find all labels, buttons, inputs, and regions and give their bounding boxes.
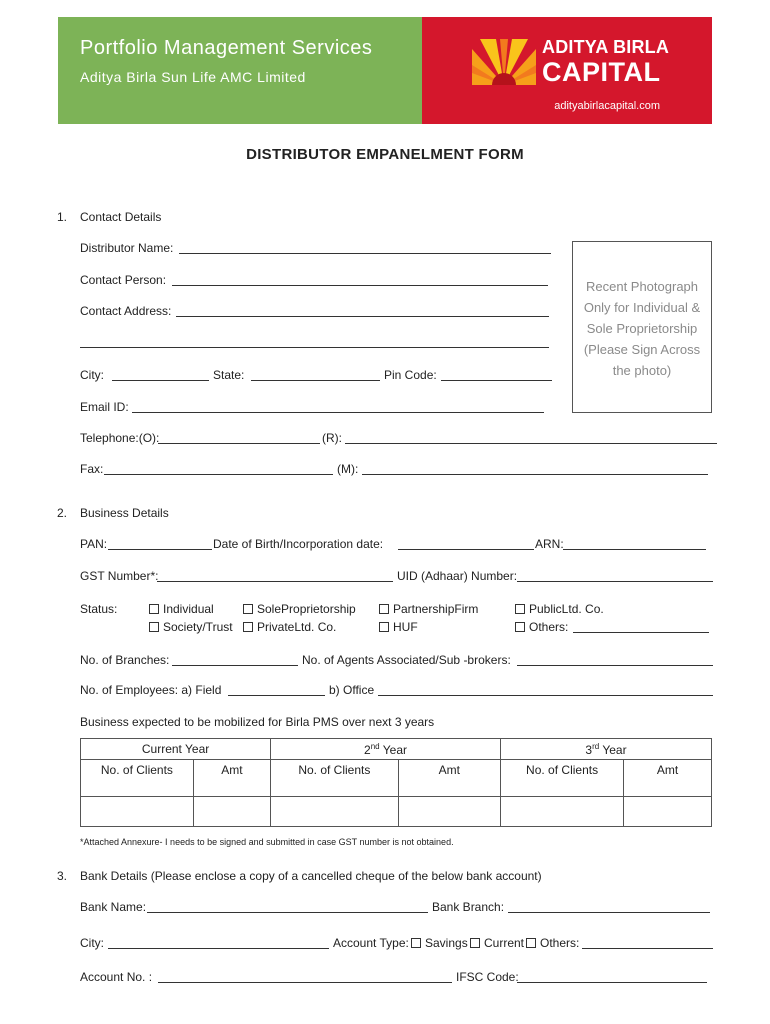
- employees-field-input[interactable]: [228, 695, 325, 696]
- status-society-checkbox[interactable]: Society/Trust: [149, 620, 233, 634]
- third-year-amt-cell[interactable]: [624, 797, 712, 827]
- business-projection-table: [80, 738, 712, 827]
- account-savings-checkbox[interactable]: Savings: [411, 936, 468, 950]
- brand-name-line2: CAPITAL: [542, 57, 661, 87]
- account-no-field[interactable]: [158, 982, 452, 983]
- photo-instructions: Recent Photograph Only for Individual & Sole Proprietorship (Please Sign Across the photo): [583, 279, 701, 378]
- third-year-header: 3rd Year: [500, 739, 711, 760]
- status-partnership-checkbox[interactable]: PartnershipFirm: [379, 602, 478, 616]
- agents-field[interactable]: [517, 665, 713, 666]
- checkbox-icon: [243, 622, 253, 632]
- current-year-header: Current Year: [81, 739, 271, 760]
- status-private-ltd-checkbox[interactable]: PrivateLtd. Co.: [243, 620, 336, 634]
- pan-field[interactable]: [108, 549, 212, 550]
- amt-header: Amt: [624, 760, 712, 797]
- uid-field[interactable]: [517, 581, 713, 582]
- branches-label: No. of Branches:: [80, 653, 170, 667]
- amt-header: Amt: [193, 760, 270, 797]
- distributor-name-field[interactable]: [179, 253, 551, 254]
- status-huf-checkbox[interactable]: HUF: [379, 620, 418, 634]
- aditya-birla-logo-icon: [472, 39, 536, 85]
- ifsc-label: IFSC Code:: [456, 970, 519, 984]
- employees-office-field[interactable]: [378, 695, 713, 696]
- bank-name-field[interactable]: [147, 912, 428, 913]
- checkbox-icon: [379, 604, 389, 614]
- account-current-checkbox[interactable]: Current: [470, 936, 524, 950]
- second-year-amt-cell[interactable]: [398, 797, 500, 827]
- section2-number: 2.: [57, 506, 68, 520]
- bank-city-field[interactable]: [108, 948, 329, 949]
- third-year-clients-cell[interactable]: [500, 797, 623, 827]
- amt-header: Amt: [398, 760, 500, 797]
- clients-header: No. of Clients: [81, 760, 194, 797]
- email-label: Email ID:: [80, 400, 129, 414]
- gst-footnote: *Attached Annexure- I needs to be signed and submitted in case GST number is not obtained.: [80, 837, 454, 847]
- brand-name-line1: ADITYA BIRLA: [542, 37, 670, 57]
- contact-person-field[interactable]: [172, 285, 548, 286]
- branches-field[interactable]: [172, 665, 298, 666]
- checkbox-icon: [243, 604, 253, 614]
- employees-field-label: No. of Employees: a) Field: [80, 683, 222, 697]
- ifsc-field[interactable]: [517, 982, 707, 983]
- dob-label: Date of Birth/Incorporation date:: [213, 537, 384, 551]
- mobile-label: (M):: [337, 462, 359, 476]
- status-public-ltd-checkbox[interactable]: PublicLtd. Co.: [515, 602, 604, 616]
- bank-branch-label: Bank Branch:: [432, 900, 505, 914]
- agents-label: No. of Agents Associated/Sub -brokers:: [302, 653, 511, 667]
- second-year-clients-cell[interactable]: [271, 797, 398, 827]
- section1-number: 1.: [57, 210, 68, 224]
- arn-field[interactable]: [563, 549, 706, 550]
- contact-address-label: Contact Address:: [80, 304, 172, 318]
- bank-branch-field[interactable]: [508, 912, 710, 913]
- fax-field[interactable]: [104, 474, 333, 475]
- account-others-checkbox[interactable]: Others:: [526, 936, 579, 950]
- bank-city-label: City:: [80, 936, 104, 950]
- checkbox-icon: [149, 622, 159, 632]
- section3-number: 3.: [57, 869, 68, 883]
- contact-person-label: Contact Person:: [80, 273, 167, 287]
- table-header-row: [81, 739, 712, 760]
- business-expected-label: Business expected to be mobilized for Birla PMS over next 3 years: [80, 715, 435, 729]
- checkbox-icon: [515, 622, 525, 632]
- table-row: [81, 797, 712, 827]
- contact-address-field-2[interactable]: [80, 347, 549, 348]
- status-others-field[interactable]: [573, 632, 709, 633]
- gst-label: GST Number*:: [80, 569, 159, 583]
- city-label: City:: [80, 368, 104, 382]
- website-link[interactable]: adityabirlacapital.com: [554, 100, 660, 112]
- checkbox-icon: [470, 938, 480, 948]
- contact-address-field[interactable]: [176, 316, 549, 317]
- gst-field[interactable]: [157, 581, 393, 582]
- account-type-label: Account Type:: [333, 936, 409, 950]
- clients-header: No. of Clients: [271, 760, 398, 797]
- checkbox-icon: [515, 604, 525, 614]
- header-banner-left: [58, 17, 422, 124]
- clients-header: No. of Clients: [500, 760, 623, 797]
- telephone-office-field[interactable]: [158, 443, 320, 444]
- header-subtitle: Aditya Birla Sun Life AMC Limited: [80, 69, 306, 85]
- account-no-label: Account No. :: [80, 970, 153, 984]
- pin-code-field[interactable]: [441, 380, 552, 381]
- checkbox-icon: [149, 604, 159, 614]
- bank-name-label: Bank Name:: [80, 900, 147, 914]
- uid-label: UID (Adhaar) Number:: [397, 569, 518, 583]
- table-subheader-row: [81, 760, 712, 797]
- telephone-office-label: Telephone:(O):: [80, 431, 160, 445]
- checkbox-icon: [411, 938, 421, 948]
- telephone-residence-field[interactable]: [345, 443, 717, 444]
- city-field[interactable]: [112, 380, 209, 381]
- status-sole-prop-checkbox[interactable]: SoleProprietorship: [243, 602, 356, 616]
- photo-box[interactable]: [572, 241, 712, 413]
- fax-label: Fax:: [80, 462, 104, 476]
- current-year-amt-cell[interactable]: [193, 797, 270, 827]
- telephone-residence-label: (R):: [322, 431, 342, 445]
- section1-title: Contact Details: [80, 210, 162, 224]
- header-title: Portfolio Management Services: [80, 37, 373, 59]
- section2-title: Business Details: [80, 506, 169, 520]
- header-banner-right: [422, 17, 712, 124]
- status-others-checkbox[interactable]: Others:: [515, 620, 568, 634]
- checkbox-icon: [526, 938, 536, 948]
- status-label: Status:: [80, 602, 118, 616]
- account-others-field[interactable]: [582, 948, 713, 949]
- dob-field[interactable]: [398, 549, 534, 550]
- arn-label: ARN:: [535, 537, 564, 551]
- checkbox-icon: [379, 622, 389, 632]
- current-year-clients-cell[interactable]: [81, 797, 194, 827]
- mobile-field[interactable]: [362, 474, 708, 475]
- employees-office-label: b) Office: [329, 683, 375, 697]
- state-label: State:: [213, 368, 245, 382]
- pan-label: PAN:: [80, 537, 108, 551]
- distributor-name-label: Distributor Name:: [80, 241, 174, 255]
- form-title: DISTRIBUTOR EMPANELMENT FORM: [246, 146, 524, 163]
- second-year-header: 2nd Year: [271, 739, 501, 760]
- pin-code-label: Pin Code:: [384, 368, 437, 382]
- email-field[interactable]: [132, 412, 544, 413]
- status-individual-checkbox[interactable]: Individual: [149, 602, 214, 616]
- state-field[interactable]: [251, 380, 380, 381]
- section3-title: Bank Details (Please enclose a copy of a cancelled cheque of the below bank account): [80, 869, 542, 883]
